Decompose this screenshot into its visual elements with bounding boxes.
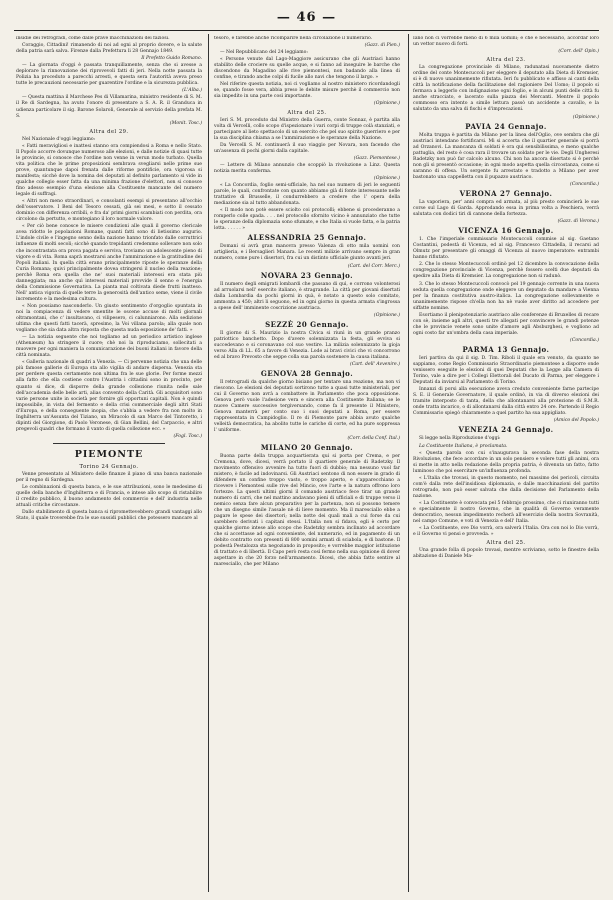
source-credit: (Gazz. di Verona.) (557, 219, 599, 225)
signature: Il Prefetto Guido Romano. (141, 56, 202, 62)
dateline: Altra del 23. (486, 57, 526, 64)
source-credit: (Amico del Popolo.) (553, 418, 599, 424)
source-credit: (L'Alba.) (182, 88, 202, 94)
source-credit: (Corr. dell' Opin.) (558, 49, 599, 55)
paragraph: La Costituente Italiana, è proclamata. (419, 443, 508, 449)
paragraph: « Per ciò bene conosce le misere condizioni alle quali il governo clericale avea ridotto le popolazioni Romane, quanti fatti sono di lietissimo augurio. L'indole civile e l'ingegno senno della nazione hanno trionfato dalle corruttrici influenze di molti secoli; sicchè quando trepidanti credemmo sollevare non solo che incontrastata ora prova pagata e serviva, troviamo un adolescente pieno di vigore e di vita. Roma saprà mostrarsi anche l'ammirazione e la gratitudine dei Popoli italiani. In quella città erano principalmente riposte le speranze della Curia Romana; quivi principalmente dovea stringersi il nucleo della reazione; perchè Roma era quella che ne' suoi materiali interessi era stata più danneggiata; ma anche quì interessi materiali provvide il senno e l'energia della Commissione Governativa. La pianta mal coltivata diede frutti inatteso. Nell' antica vigoria di quelle terre la generosità dell'antico seme, viene il civile incremento e la medesima cultura. (16, 224, 202, 302)
source-credit: (Corr. della Conf. Ital.) (347, 435, 400, 441)
section-heading-piemonte: PIEMONTE (74, 448, 144, 460)
paragraph: Ieri partiva da qui il sig. D. Tim. Riboli il quale era venuto, da quanto ne sappiamo, come Regio Commissario Straordinario piemontese a disporre onde venissero eseguite le elezioni di quei Deputati che la Legge alla Camera di Torino, vale a dire per i Collegi Elettorali del Ducato di Parma, per eleggere i Deputati da inviarsi al Parlamento di Torino. (413, 355, 599, 386)
dateline: Altra del 25. (287, 109, 327, 116)
section-heading-alessandria: ALESSANDRIA 25 Gennajo. (247, 233, 367, 243)
paragraph: 2. Che lo stesso Montecuccoli ordinò pel 12 dicembre la convocazione della congregazione provinciale di Vicenza, perchè fossero scelti due deputati da spedire alla Dieta di Kremsier. La congregazione non si radunò. (413, 262, 599, 280)
paragraph: « Persone venute dal Lago-Maggiore assicurano che gli Austriaci hanno stabilito delle crociere su quelle acque, e si fanno ad inseguire le barche che discendono da Magadino alle rive piemontesi, non badando alla linea di confine, e tirando anche colpi di fucile allo navi che tengono il largo. » (214, 57, 400, 81)
source-credit: (Opinione.) (373, 175, 400, 181)
paragraph: Molta truppa è partita da Milano per la linea dell'Oglio, ove sembra che gli austriaci intendano fortificarsi. Mi si accerta che il quartier generale si porrà ad Orzanovi. La mancanza di soldati è ora qui sensibilissima, e meno qualche pattuglia, del resto è cosa rara il trovare un soldato per le vie. Degli Ungheresi Radetzky non può far calcolo alcuno. Chi non ha ancora disertato si è perchè non gli si presentò occasione; in ogni modo aspetta quella circostanza, come si saranno di offesa. Un sergente fu arrestato e tradotto a Milano per aver bastonato una cappelletta con il pupazzo austriaco. (413, 132, 599, 180)
paragraph: — Questa mattina il Marchese Pes di Villamarina, ministro residente di S. M. il Re di Sardegna, ha avuto l'onore di presentare a S. A. R. il Granduca in udienza particolare il sig. Barone Solaroli, Generale al servizio della prefata M. S. (16, 95, 202, 119)
column-divider (408, 34, 409, 892)
paragraph: Esortiamo il plenipotenziario austriaco alle conferenze di Bruxelles di recare con sè, insieme agli altri, questi tre allegati per convincere le grandi potenze che le provincie venete sono unite d'amore agli Absburghesi, e vogliono ad ogni costo far un'ombra della casa imperiale. (413, 312, 599, 336)
paragraph: Dallo stabilimento di questa banca si ripromettevebbero grandi vantaggi allo Stato, il quale troverebbe fra le sue sussidi pubblici che potessero mancare al (16, 510, 202, 522)
source-credit: (Cart. dell' Avvenire.) (350, 362, 400, 368)
paragraph: « Altri non meno straordinari, e consolanti esempi si presentano all'occhio dell'osservatore. I Beni del Tesoro cessati, già sei mesi, e sotto il cessato dominio con differenza orribili, e fra da' primi giorni scambiati con perdita, ora circolono da pertutto, e montegiano il loro normale valore. (16, 199, 202, 223)
section-heading-genova: GENOVA 28 Gennajo. (260, 369, 354, 379)
paragraph: Iano non ci vorrebbe meno di 6 mila uomini; e che è necessario, accordar loro un vettor nuovo di forti. (413, 36, 599, 48)
column-2 (214, 36, 400, 892)
source-credit: (Gazz. Piemontese.) (353, 155, 400, 161)
section-heading-venezia: VENEZIA 24 Gennajo. (458, 425, 554, 435)
paragraph: — La giornata d'oggi è passata tranquillamente, senza che si avesse a deplorare la rinnovazione dei riprovevoli fatti di jeri. Nella notte passata la Polizia ha proceduto a parecchi arresti, e questa sera l'autorità aveva preso tutte le precauzioni necessarie per guarentire l'ordine e la sicurezza pubblica. (16, 63, 202, 87)
source-credit: (Concordia.) (570, 181, 599, 187)
paragraph: « Galleria nazionale di quadri a Venezia. — Ci pervenne notizia che una delle più famose gallerie di Europa sta allo vigilia di andare dispersa. Venezia sta per perdere questa certamente non ultima fra le sue glorie. Per forme mezzi alla fatto che ella costiene contro l'Austria i cittadini sono in procinto, per quanto si dice, di disporre della grande collezione riunita nelle sale dell'accademia delle belle arti, alias convento della Carità. Gli acquisitori sono varie persone unite in società per fornire gli opportuni capitali. Non è quindi impossibile, in vista del fermento e della crisi commerciale degli altri Stati d'Europa, e della conseguente inopia, che s'abbia a vedere fra non molto in Inghilterra un'Assunta del Tiziano, un Miracolo di san Marco del Tintoretto, i dipinti del Giorgione, di Paolo Veronese, di Gian Bellini, del Carpaccio, e altri pregevoli quadri che formano il vanto di quella collezione ecc. » (16, 360, 202, 432)
paragraph: Nel Nazionale d'oggi leggiamo: (22, 136, 96, 142)
dateline: Altra del 25. (486, 540, 526, 547)
paragraph: « Fatti meravigliosi e inattesi stanno ora compiendosi a Roma e nello Stato. Il Popolo accorre dovunque numeroso alle elezioni, e dalle notizie di quasi tutte le provincie, si conosce che l'ordine non venne in verun modo turbato. Quella vita politica che le prime proposizioni sembrava svegliarsi nelle prime sue prove, quantunque dapoi frenata dalle riforme pontificie, ora vigorosa si manifesta; sicchè dove la nomina dei deputati al definito parlamento si vide in qualche collegio esser fatta da una minima frazione d'elettori, non si conosce fino adesso esempio d'una elezione alla Costituente mancante del numero legale di suffragi. (16, 143, 202, 198)
dateline: Altra del 29. (89, 128, 129, 135)
paragraph: Ieri S. M. proceduto dal Ministro della Guerra, conte Sonnaz, è partita alla volta di Vercelli, collo scopo d'ispezionare i vari corpi di truppe colà stanziati, e partecipare al lieto spettacolo di un esercito che pel suo spirito guerriero e per la sua disciplina chiama a se l'ammirazione e le speranze della Nazione. (214, 117, 400, 141)
paragraph: Nel riferire questa notizia, noi ci vogliamo al nostro ministero ricordandogli se, quando fosse vera, abbia preso le debite misure perchè il commercio non sia impedito in una parte così importante. (214, 82, 400, 100)
paragraph: Buona parte della truppa acquartierata qui si porta per Crema, e per Cremona, dove, dicesi, verrà portato il quartiere generale di Radetzky. Il movimento offensivo avvenire ha tutto fuori di dubbio; ma nessuno vuol far mistero, è facile ad indovinarsi. Gli Austriaci sentono di non essere in grado di difendere un confine troppo vasto, e troppo aperto, e s'apparecchiano a ricevere i Piemontesi sulle rive del Mincio, ove l'arte e la natura offrono loro fortezze. La questi ultimi giorni il comando austriaco fece tirar un grande numero di carri, che nel mattino andavano pieni di ufficiali e di truppe verso il nemico senza fare alcun preparativo per la partenza, non si possono temere che un disegno simile l'assale nè di lieve momento. Ma il maresciallo ebbe a pagare le spese dei disertori; nella notte dei quali mali a cui forse da cui sarebbero derivati i capitani stessi. L'Italia non si fidava, egli è certo per qualche giorno intese allo scopo che Radetzky sembra inclinato ad accordare che si accettasse ad ogni conveniente, del numerario, ed in pagamento di un debito contratto con presenti di 800 uomini armati di sciabola, e di bastone. Il podestà Pestalozza sta negoziando in proposito; e vorrebbe maggior istituzione di trattato e di libertà. Il Capo però resta così fermo nella sua opinione di dover aspettare in che 20 forzo nell'armamento. Dicesi, che abbia fatto sentire al maresciallo, che per Milano (214, 453, 400, 568)
section-heading-pavia: PAVIA 24 Gennajo. (465, 121, 547, 131)
paragraph: « Questa parola con cui s'inaugurava la seconda fase della nostra Rivoluzione, che fece accordare in un solo pensiero e volere tutti gli animi, ora si mette in atto nella redazione della propria patria, è divenuta un fatto, fatto luminoso che poi esercitare un'influenza profonda. (413, 450, 599, 474)
paragraph: Innanzi di porsi alla esecuzione aveva creduto conveniente farne partecipe S. E. il Generale Governatore, il quale ordinò, in via di diverso elezioni dei tramite interposto di tanta, della che allontanarsi alla protezione di S.M.R. onde tratta incarico, o di allontanarsi dalla città entro 24 ore. Partendo il Regio Commissario spiegò chiaramente a quel partito ha sua appigliato. (413, 387, 599, 417)
source-credit: (Monit. Tosc.) (169, 120, 202, 126)
source-credit: (Opinione.) (373, 101, 400, 107)
page-header (0, 8, 613, 30)
source-credit: (Opinione.) (373, 312, 400, 318)
paragraph: — Lettere di Milano annunzio che scoppiò la rivoluzione a Linz. Questa notizia merita conferma. (214, 162, 400, 174)
paragraph: Il retrogradi da qualche giorno bisiano per tentare una reazione, ma non vi riescono. Le elezioni dei deputati sortirono tutte a quasi tutte ministeriali, per cui il Governo non avrà a combattere in Parlamento che poca opposizione. Genova però vuole l'adesione vera e sincera alla Costituente Italiana; se le nuove Camere successive tergiversando, come fa il presente il Ministero, Genova manterrà per conto suo i suoi deputati a Roma, per essere rappresentata in Campidoglio. Il re di Piemonte pare abbia avuto qualche velleità democratica, ha abolito tutte le cariche di corte, ed ha pure soppressa l' uniforme. (214, 380, 400, 434)
source-credit: (Concordia.) (570, 337, 599, 343)
page-number: — 46 — (276, 10, 337, 25)
paragraph: Si legge nella Riproduzione d'oggi: (419, 436, 501, 442)
paragraph: Domani si avrà gran manovra presso Valenza di otto mila uomini con artiglieria, e i Bersaglieri Manara. Le recenti milizie arrivano sempre in gran numero, come pure i disertori, fra cui un distinto ufficiale giunto avanti jeri. (214, 244, 400, 262)
paragraph: Le combinazioni di questa banca, e le sue attribuzioni, sono le medesime di quelle della banche d'Inghilterra e di Francia, e intese allo scopo di ristabilire il credito pubblico, il buono andamento del commercio e dell' industria nelle attuali critiche circostanze. (16, 485, 202, 509)
paragraph: La vaporiera, per' anni compra ed armata, al più presto comincierà le sue corse sul Lago di Garda. Approdando essa in prima volta a Peschiera, verrà salutata con dodici tiri di cannone della fortezza. (413, 199, 599, 218)
paragraph: Una grande folla di popolo trovasi, mentre scriviamo, sotto le finestre della abitazione di Daniele Ma- (413, 548, 599, 560)
section-heading-parma: PARMA 13 Gennajo. (462, 344, 550, 354)
section-heading-verona: VERONA 27 Gennajo. (459, 188, 553, 198)
section-heading-vicenza: VICENZA 16 Gennajo. (458, 226, 554, 236)
paragraph: 1. Che l'imperiale commissario Montecuccoli commise al sig. Gaetano Costantini, podestà di Vicenza, ed al sig. Francesco Cittadella, il recarsi ad Olmutz per presentare gli omaggi di Vicenza al nuovo imperatore: entrambi hanno rifiutato. (413, 237, 599, 261)
source-credit: (Cart. del Corr. Merc.) (347, 263, 400, 269)
paragraph: Il numero degli emigrati lombardi che passano di quì, e corrono volonterosi ad arruolarsi nell' esercito italiano, è stragrande. La città per giovani disertati dalla Lombardia da pochi giorni in quà, è notato a questo solo comitato, ammonta a 450; altri li seguono, ed in ogni giorno in questa armata s'ingrossa a spese dell' imminente coscrizione austriaca. (214, 281, 400, 311)
column-3 (413, 36, 599, 892)
paragraph: 3. Che lo stesso Montecuccoli convocò pel 19 gennajo corrente in una nuova seduta quella congregazione onde eleggere un deputato da mandare a Vienna per la finanza costitutiva austro-italica. La congregazione sollevamente e unanimemente rispose ch'ella non ha nè vuole aver diritto ad accedere per siffatte nomine. (413, 281, 599, 311)
paragraph: insidie dei retrogradi, come dalle prave macchinazioni dei faziosi. (16, 36, 170, 41)
paragraph: « Il modo non potè essere sciolto coi protocolli; ebbene si procederanno a romperlo colle spada. . . . nel protocollo sfornito vicino è annunziato che tutte le speranze della diplomazia sono sfumate, e che Italia si vuole fatta, e la patria lotta. . . . . . » (214, 208, 400, 232)
paragraph: « L'Italia che trovasi, in questo momento, nel massimo dei pericoli, circuita com'è dalla rete dell'insidiosa diplomazia, e dalle macchinazioni del partito retrogrado, non può esser salvata che dalla decisione del Parlamento della nazione. (413, 475, 599, 499)
section-heading-milano: MILANO 20 Gennajo. (260, 442, 354, 452)
source-credit: (Fogl. Tosc.) (173, 433, 202, 439)
paragraph: Coraggio, Cittadini! rimanendo di noi ad ogni al proprio dovere, e la salute della patria sarà salva. Firenze dalla Prefettura li 28 Gennajo 1849. (16, 43, 202, 55)
header-rule (14, 30, 599, 31)
paragraph: « Non possiamo nasconderlo. Un giusto sentimento d'orgoglio spuntata in noi la compiacenza di vedere smentite le oscene accuse di molti giornali oltramontani, che c' insultavano, ci vilipesero, ci calunniarono. Alla sedizione ultima che questi fatti tacerà, spresimo, la Voi villana parola; alla quale non vogliamo che sia data altra risposta che questa nuda esposizione de' fatti. » (16, 303, 202, 334)
paragraph: Il giorno di S. Maurizio la nostra Civica si riunì in un grande pranzo patriottico banchetto. Dopo d'avere solennizzata la festa, gli evviva si succedevano e si coronavano col suo vestire. La milizia solennizzato la gioja verso Alla di LL. 65 a favore di Venezia. Lode ai bravi civici che vi concorrono ed al bravo Prevosto che seppe colla sua parola sostenere la causa italiana. (214, 330, 400, 361)
paragraph: « La Concordia, foglio semi-ufficiale, ha nel suo numero di jeri le seguenti parole, le quali, confrontate con quanto abbiamo già di fonte interessante nelle trattative di Brusselle, il condurrebbero a credere che l' opera della mediazione sia al tutto abbandonata. (214, 182, 400, 207)
section-rule (53, 443, 165, 444)
paragraph: Venne presentato al Ministero delle finanze il piano di una banca nazionale per il regno di Sardegna. (16, 471, 202, 483)
paragraph: « La Costituente, ove Dio vorrà, ora salverà l'Italia. Ora con noi lo Dio vorrà, e il Governo vi pensi e provveda. » (413, 526, 599, 538)
column-divider (208, 34, 209, 892)
paragraph: tesoro, e farebbe anche ricomparire nella circolazione il numerario. (214, 36, 373, 41)
paragraph: « La Costituente è convocata pel 5 febbrajo prossimo, che ci riuniranno tutti e specialmente il nostro Governo, che in qualità di Governo veramente democratico, nessun impedimento recherà all'esercizio della nostra Sovranità, nel campo Comune, e voti di Venezia e dell' Italia. (413, 500, 599, 525)
dateline: Torino 24 Gennajo. (79, 463, 139, 470)
section-heading-novara: NOVARA 23 Gennajo. (260, 270, 354, 280)
source-credit: (Opinione.) (572, 114, 599, 120)
paragraph: Da Vercelli S. M. continuerà il suo viaggio per Novara, non facendo che un'assenza di pochi giorni dalla capitale. (214, 142, 400, 154)
section-heading-sezze: SEZZÈ 20 Gennajo. (265, 319, 349, 329)
column-1 (16, 36, 202, 892)
paragraph: — La notizia seguente che noi togliamo ad un periodico artistico inglese (Athenæum) ha stringere il cuore; chè noi la riproduciamo, sollecitati a muovere per ogni maniera la comunicarazione dei buoni italiani in favore della città nominata. (16, 335, 202, 359)
paragraph: — Nel Repubblicano del 24 leggiamo: (220, 50, 308, 56)
source-credit: (Gazz. di Pien.) (364, 43, 400, 49)
paragraph: La congregazione provinciale di Milano, radunatasi nuovamente dietro ordine del conte Montecuccoli per eleggere il deputato alla Dieta di Kremsier, si è di nuovo unanimemente rifiutata. Ieri fu pubblicato e affisso ai canti della città la notificazione della facilitazione del ragioniere Del Uomo; il popolo si fermava a leggerlo con indignazione ogni foglio, e in alcuni punti delle città fu anche stracciato, e lacerato sulla piazza dei Mercanti. Mentre il popolo commosso era intento a simile lettura passò un accidente a cavallo, e la salutato da una salva di fischi e d'imprecazioni. (413, 65, 599, 113)
